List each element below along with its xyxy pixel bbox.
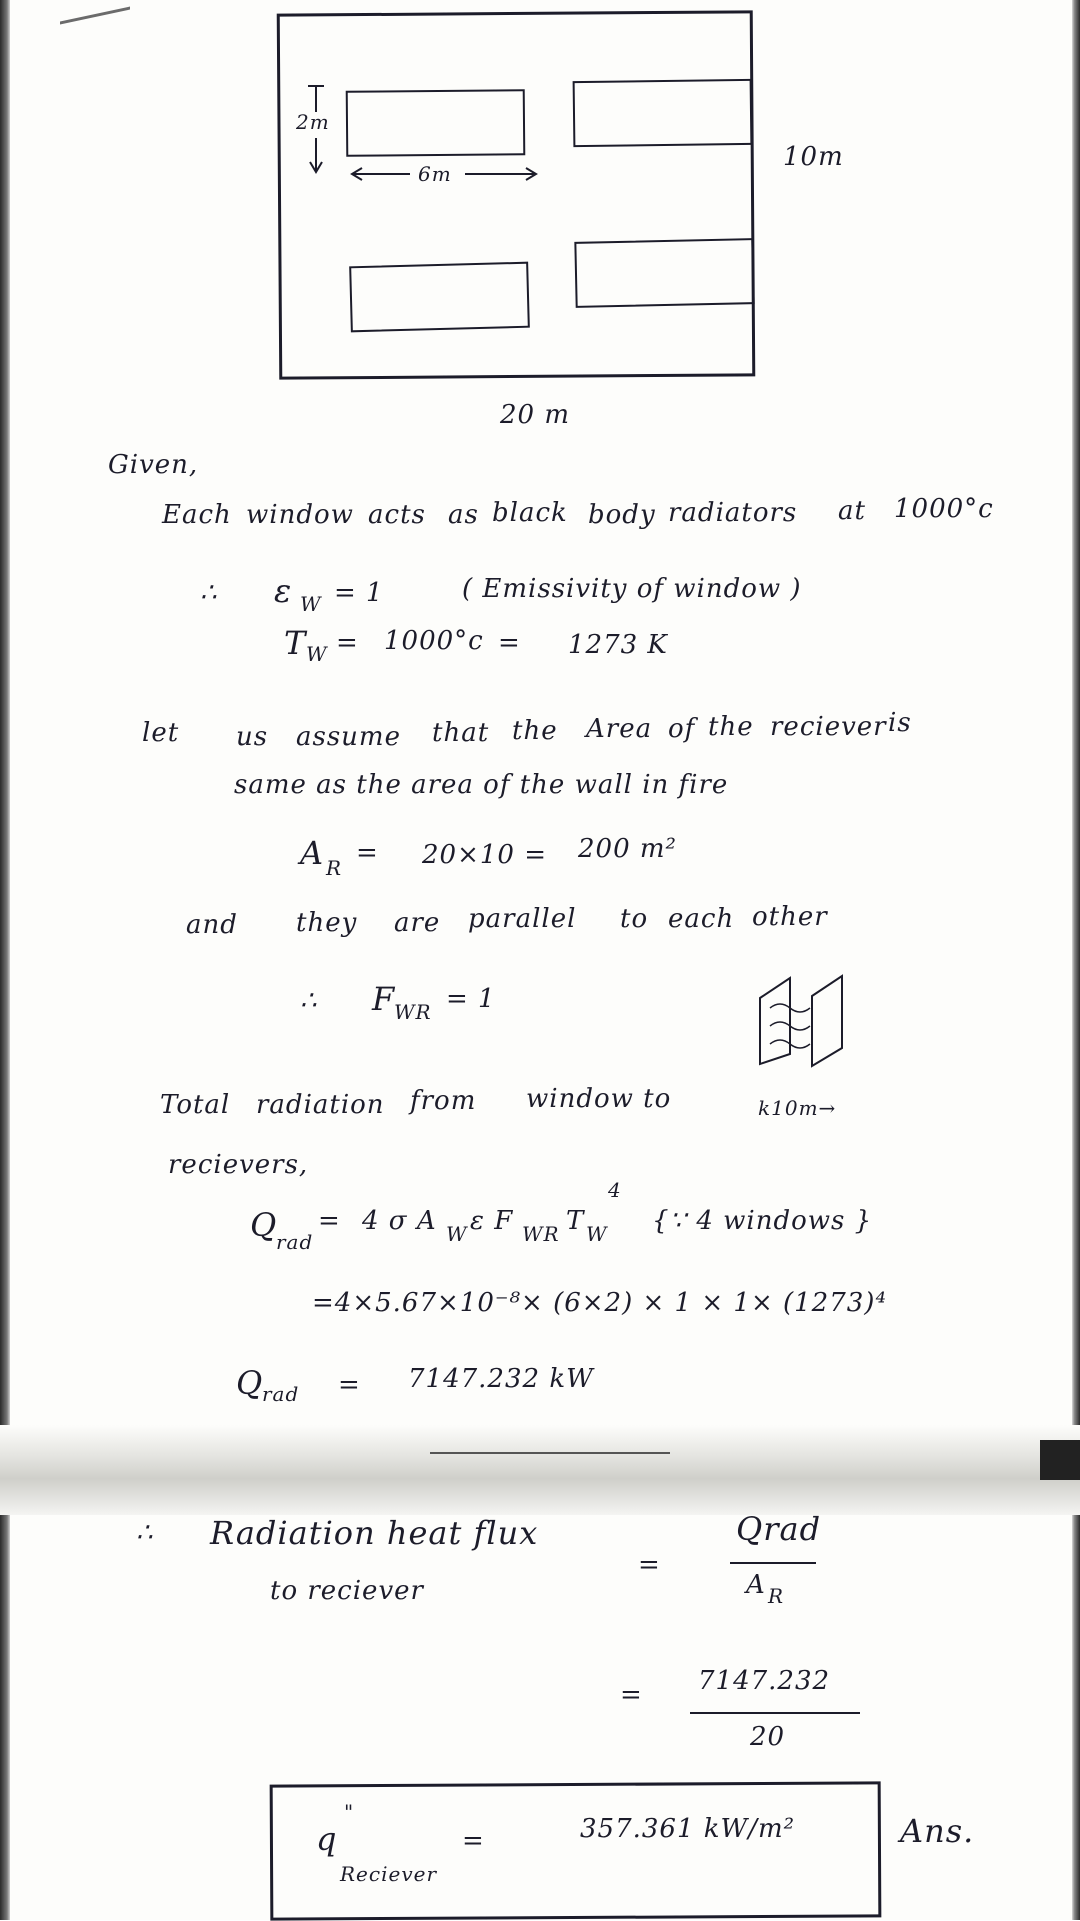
view-factor-subscript: WR: [394, 1000, 432, 1024]
word: body: [588, 500, 656, 530]
view-factor-value: = 1: [446, 984, 496, 1014]
formula-note: {∵ 4 windows }: [652, 1206, 873, 1236]
formula-subscript: W: [446, 1222, 468, 1246]
area-result: 200 m²: [578, 834, 677, 864]
word: at: [838, 496, 866, 526]
radiation-intro-line-2: recievers,: [168, 1150, 309, 1180]
q-rad-value: 7147.232 kW: [408, 1364, 594, 1394]
word: window to: [526, 1084, 672, 1114]
fraction-numerator: Qrad: [736, 1510, 822, 1548]
flux-label-2: to reciever: [270, 1576, 424, 1606]
word: from: [410, 1086, 477, 1116]
word: are: [394, 908, 441, 938]
given-heading: Given,: [108, 450, 199, 480]
fraction-denominator: 20: [750, 1722, 786, 1752]
answer-superscript: ": [344, 1800, 355, 1824]
word: to: [620, 904, 649, 934]
word: Area: [586, 714, 653, 744]
plate-spacing-label: k10m→: [758, 1096, 837, 1120]
window-width-label: 6m: [418, 162, 452, 186]
word: radiators: [668, 498, 798, 528]
photo-seam: [0, 1425, 1080, 1515]
formula-term: T: [566, 1206, 585, 1236]
word: as: [448, 500, 479, 530]
formula-term: 4 σ A: [362, 1206, 437, 1236]
word: us: [236, 722, 269, 752]
word: that: [432, 718, 490, 748]
word: black: [492, 498, 568, 528]
flux-label: Radiation heat flux: [210, 1514, 539, 1552]
seam-shadow: [1040, 1440, 1080, 1480]
word: 1000°c: [894, 494, 994, 524]
window-bottom-right: [574, 238, 754, 308]
q-subscript: rad: [262, 1382, 300, 1406]
word: reciever: [770, 712, 887, 742]
area-subscript: R: [326, 856, 343, 880]
seam-line: [430, 1452, 670, 1454]
word: window: [246, 500, 354, 530]
word: the: [708, 712, 754, 742]
word: Each: [162, 500, 232, 530]
equals: =: [338, 1370, 361, 1400]
window-bottom-left: [349, 262, 530, 333]
fraction-denominator-subscript: R: [768, 1584, 785, 1608]
q-symbol: Q: [236, 1364, 264, 1402]
temp-subscript: W: [306, 642, 328, 666]
word: is: [888, 708, 912, 738]
equals: =: [498, 628, 521, 658]
temp-celsius: 1000°c: [384, 626, 484, 656]
formula-term: ε F: [470, 1206, 514, 1236]
equals: =: [620, 1680, 643, 1710]
area-symbol: A: [300, 834, 325, 872]
parallel-plates-sketch: [746, 968, 856, 1068]
q-subscript: rad: [276, 1230, 314, 1254]
formula-subscript: WR: [522, 1222, 560, 1246]
answer-value: 357.361 kW/m²: [580, 1814, 796, 1844]
fraction-numerator: 7147.232: [698, 1666, 831, 1696]
fraction-denominator: A: [746, 1570, 766, 1600]
page-left-edge: [0, 0, 10, 1920]
word: radiation: [256, 1090, 385, 1120]
radiation-substitution: =4×5.67×10⁻⁸× (6×2) × 1 × 1× (1273)⁴: [312, 1288, 887, 1318]
word: acts: [368, 500, 426, 530]
wall-width-label: 20 m: [500, 400, 571, 430]
word: they: [296, 908, 358, 938]
therefore-symbol: ∴: [136, 1518, 154, 1548]
equals: =: [462, 1826, 485, 1856]
word: parallel: [468, 904, 577, 934]
assumption-line-2: same as the area of the wall in fire: [234, 770, 729, 800]
fraction-bar: [690, 1712, 860, 1714]
page-right-edge: [1072, 0, 1080, 1920]
equals: =: [638, 1550, 661, 1580]
answer-subscript: Reciever: [340, 1862, 438, 1886]
area-calc: 20×10 =: [422, 840, 548, 870]
view-factor-symbol: F: [372, 980, 396, 1018]
equals: =: [318, 1206, 341, 1236]
emissivity-subscript: W: [300, 592, 322, 616]
equals: =: [356, 838, 379, 868]
word: of: [668, 714, 696, 744]
word: let: [142, 718, 180, 748]
word: assume: [296, 722, 401, 752]
therefore-symbol: ∴: [300, 986, 318, 1016]
word: each: [668, 904, 735, 934]
answer-tag: Ans.: [900, 1812, 975, 1850]
word: and: [186, 910, 238, 940]
temp-kelvin: 1273 K: [568, 630, 668, 660]
answer-box: [270, 1781, 882, 1920]
q-symbol: Q: [250, 1206, 278, 1244]
formula-subscript: W: [586, 1222, 608, 1246]
emissivity-symbol: ε: [274, 572, 293, 610]
equals: =: [336, 628, 359, 658]
fraction-bar: [730, 1562, 816, 1564]
wall-height-label: 10m: [783, 142, 844, 172]
formula-superscript: 4: [608, 1178, 622, 1202]
emissivity-note: ( Emissivity of window ): [462, 574, 802, 604]
window-top-left: [346, 89, 526, 157]
temp-symbol: T: [284, 624, 307, 662]
word: the: [512, 716, 558, 746]
emissivity-value: = 1: [334, 578, 384, 608]
corner-scribble: [60, 0, 130, 24]
word: other: [752, 902, 828, 932]
window-top-right: [573, 79, 753, 147]
therefore-symbol: ∴: [200, 578, 218, 608]
window-height-label: 2m: [296, 110, 330, 134]
word: Total: [160, 1090, 231, 1120]
answer-symbol: q: [316, 1820, 338, 1858]
